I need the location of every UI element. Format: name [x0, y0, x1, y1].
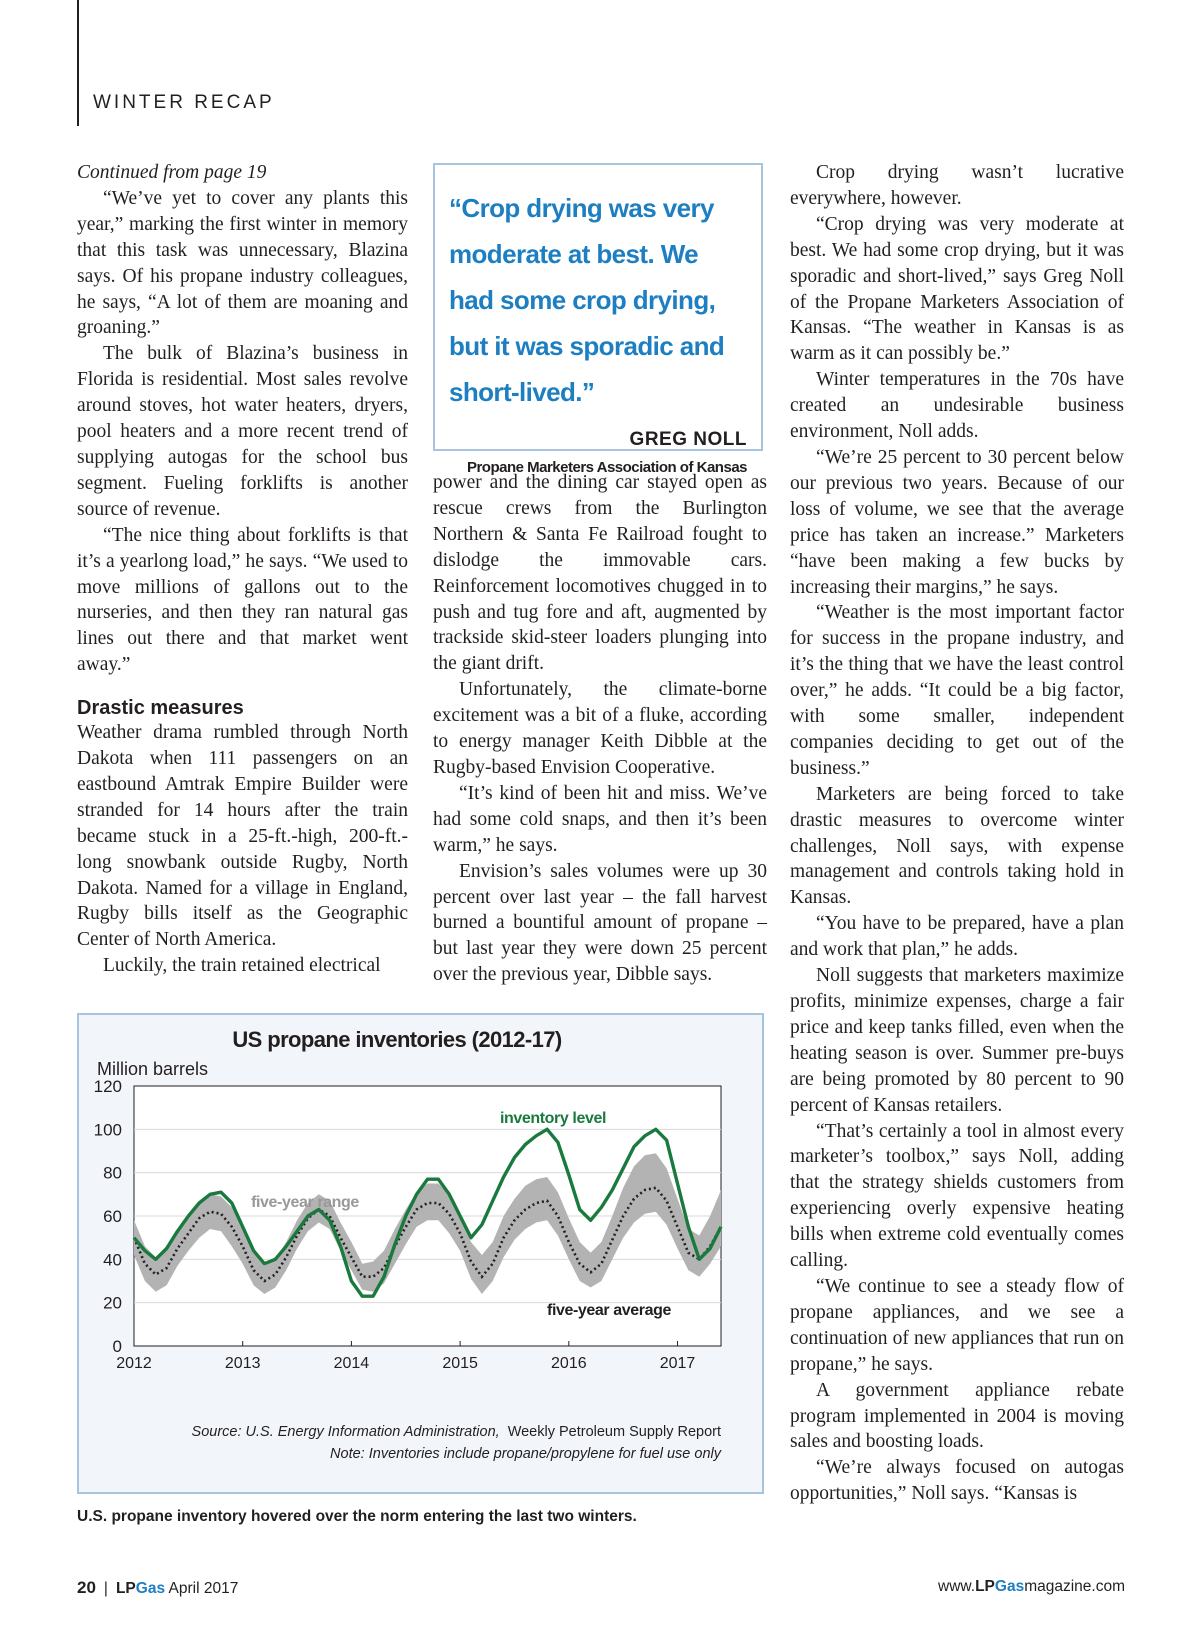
paragraph: “It’s kind of been hit and miss. We’ve had some cold snaps, and then it’s been warm,” he says.	[433, 782, 767, 856]
y-tick-label: 60	[103, 1207, 122, 1226]
pull-quote	[433, 163, 763, 476]
y-tick-label: 40	[103, 1250, 122, 1270]
x-tick-label: 2012	[116, 1355, 152, 1372]
url-brand-lp: LP	[975, 1578, 995, 1595]
paragraph: Marketers are being forced to take drastic measures to overcome winter challenges, Noll says, with expense management and controls taking hold in Kansas.	[790, 783, 1124, 909]
pull-quote-organization: Propane Marketers Association of Kansas	[466, 459, 747, 476]
footer-url	[938, 1578, 1125, 1596]
paragraph: power and the dining car stayed open as rescue crews from the Burlington Northern & Santa Fe Railroad fought to dislodge the immovable cars. Reinforcement locomotives chugged in to push and tug fore and aft, augmented by trackside skid-steer loaders plunging into the giant drift.	[433, 472, 767, 675]
article-column-3	[790, 160, 1124, 1507]
url-suffix: magazine.com	[1024, 1578, 1125, 1595]
paragraph: A government appliance rebate program implemented in 2004 is moving sales and boosting loads.	[790, 1379, 1124, 1453]
x-tick-label: 2014	[333, 1355, 370, 1372]
x-tick-label: 2017	[659, 1355, 696, 1372]
propane-inventory-chart	[79, 1015, 762, 1492]
article-column-2	[433, 470, 767, 988]
x-tick-label: 2016	[551, 1355, 587, 1372]
header-rule	[77, 0, 79, 126]
continued-note: Continued from page 19	[77, 162, 267, 183]
y-tick-label: 80	[103, 1163, 122, 1183]
paragraph: “We’re always focused on autogas opportunities,” Noll says. “Kansas is	[790, 1457, 1124, 1505]
issue-date: April 2017	[168, 1580, 239, 1597]
figure-caption: U.S. propane inventory hovered over the norm entering the last two winters.	[77, 1508, 637, 1525]
paragraph: “The nice thing about forklifts is that it’s a yearlong load,” he says. “We used to move millions of gallons out to the nurseries, and then they ran natural gas lines out there and that market went away.”	[77, 524, 408, 676]
x-tick-label: 2013	[224, 1355, 261, 1372]
y-tick-label: 20	[103, 1293, 122, 1313]
chart-title: US propane inventories (2012-17)	[232, 1027, 562, 1052]
inventory-level-label: inventory level	[499, 1110, 607, 1127]
paragraph: “Crop drying was very moderate at best. We had some crop drying, but it was sporadic and short-lived,” says Greg Noll of the Propane Marketers Association of Kansas. “The weather in Kansas is as warm as it can possibly be.”	[790, 213, 1124, 365]
paragraph: “That’s certainly a tool in almost every marketer’s toolbox,” says Noll, adding that the strategy shields customers from experiencing overly expensive heating bills when extreme cold eventually comes calling.	[790, 1120, 1124, 1272]
paragraph: “Weather is the most important factor for success in the propane industry, and it’s the thing that we have the least control over,” he adds. “It could be a big factor, with some smaller, independent companies deciding to get out of the business.”	[790, 602, 1124, 779]
url-brand-gas: Gas	[994, 1578, 1025, 1595]
footer-folio	[77, 1578, 238, 1598]
paragraph: The bulk of Blazina’s business in Florida is residential. Most sales revolve around stoves, hot water heaters, dryers, pool heaters and a more recent trend of supplying autogas for the school bus segment. Fueling forklifts is another source of revenue.	[77, 343, 408, 520]
paragraph: Unfortunately, the climate-borne excitement was a bit of a fluke, according to energy manager Keith Dibble at the Rugby-based Envision Cooperative.	[433, 679, 767, 778]
page-number: 20	[77, 1578, 96, 1597]
paragraph: Noll suggests that marketers maximize profits, minimize expenses, charge a fair price and keep tanks filled, even when the heating season is over. Summer pre-buys are being promoted by 80 percent to 90 percent of Kansas retailers.	[790, 965, 1124, 1116]
subheading: Drastic measures	[77, 697, 244, 720]
paragraph: Weather drama rumbled through North Dakota when 111 passengers on an eastbound Amtrak Empire Builder were stranded for 14 hours after the train became stuck in a 25-ft.-high, 200-ft.-long snowbank outside Rugby, North Dakota. Named for a village in England, Rugby bills itself as the Geographic Center of North America.	[77, 722, 408, 951]
paragraph: “We continue to see a steady flow of propane appliances, and we see a continuation of new appliances that run on propane,” he says.	[790, 1275, 1124, 1375]
article-column-1	[77, 160, 408, 979]
paragraph: Luckily, the train retained electrical	[103, 955, 381, 977]
chart-note: Note: Inventories include propane/propylene for fuel use only	[330, 1446, 721, 1462]
paragraph: Crop drying wasn’t lucrative everywhere, however.	[790, 162, 1124, 209]
chart-source-prefix: Source: U.S. Energy Information Administration,	[191, 1424, 500, 1440]
y-tick-label: 0	[112, 1337, 122, 1356]
pull-quote-name: GREG NOLL	[629, 429, 747, 450]
chart-box	[77, 1013, 764, 1494]
brand-lp: LP	[115, 1580, 136, 1597]
five-year-range-label: five-year range	[251, 1194, 359, 1211]
y-tick-label: 100	[93, 1120, 122, 1140]
paragraph: Winter temperatures in the 70s have created an undesirable business environment, Noll adds.	[790, 369, 1124, 443]
url-prefix: www.	[938, 1578, 976, 1595]
y-axis-label: Million barrels	[97, 1059, 209, 1079]
x-tick-label: 2015	[442, 1355, 478, 1372]
pull-quote-text: “Crop drying was very moderate at best. We had some crop drying, but it was sporadic and short-lived.”	[449, 193, 725, 407]
chart-source-report: Weekly Petroleum Supply Report	[507, 1424, 721, 1440]
paragraph: “We’re 25 percent to 30 percent below our previous two years. Because of our loss of volume, we see that the average price has taken an increase.” Marketers “have been making a few bucks by increasing their margins,” he says.	[790, 446, 1124, 598]
paragraph: “We’ve yet to cover any plants this year,” marking the first winter in memory that this task was unnecessary, Blazina says. Of his propane industry colleagues, he says, “A lot of them are moaning and groaning.”	[77, 187, 408, 339]
chart-source	[192, 1424, 721, 1440]
section-label: WINTER RECAP	[93, 92, 275, 113]
brand-gas: Gas	[135, 1580, 166, 1597]
paragraph: Envision’s sales volumes were up 30 percent over last year – the fall harvest burned a bountiful amount of propane – but last year they were down 25 percent over the previous year, Dibble says.	[433, 860, 767, 986]
five-year-average-label: five-year average	[547, 1302, 671, 1319]
paragraph: “You have to be prepared, have a plan and work that plan,” he adds.	[790, 913, 1124, 961]
footer-separator: |	[103, 1580, 108, 1597]
y-tick-label: 120	[93, 1077, 122, 1096]
